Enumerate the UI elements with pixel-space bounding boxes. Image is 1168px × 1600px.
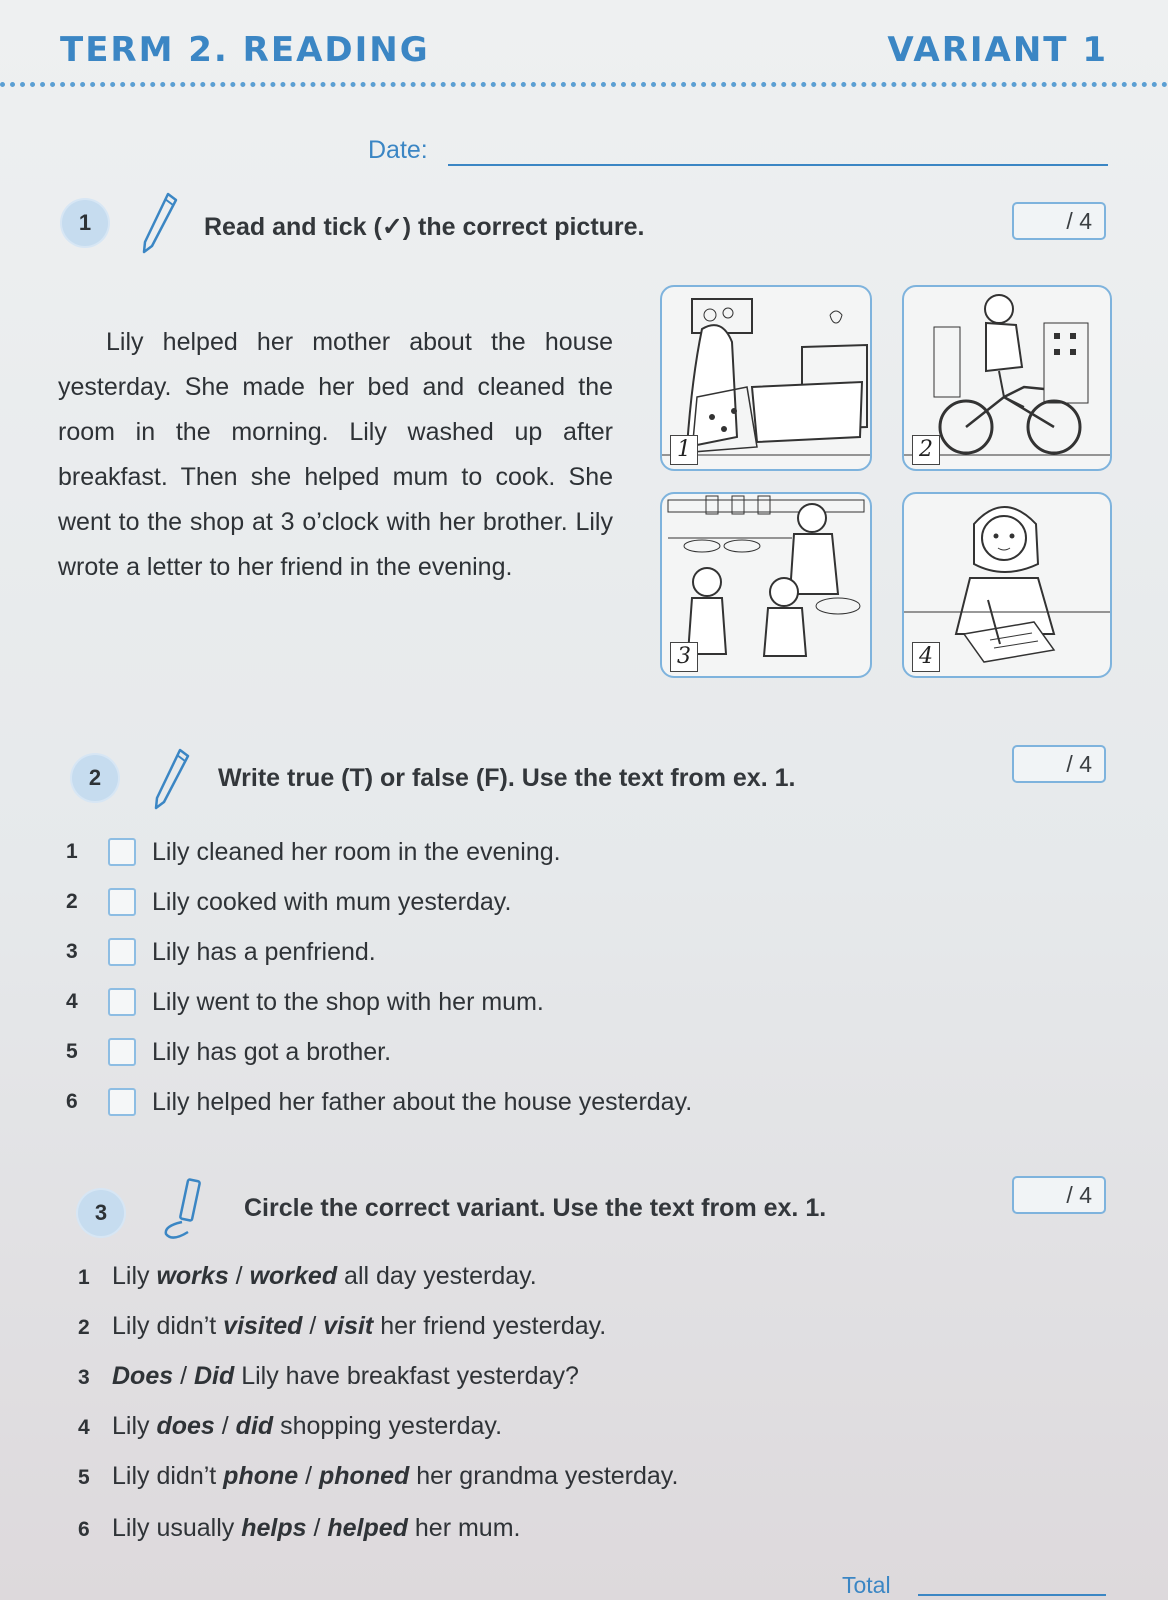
- circle-item: 2 Lily didn’t visited / visit her friend yesterday.: [78, 1312, 607, 1340]
- picture-3-shop[interactable]: [660, 492, 872, 678]
- exercise-3-instruction: Circle the correct variant. Use the text from ex. 1.: [244, 1194, 827, 1222]
- picture-1-label: 1: [670, 435, 698, 465]
- exercise-1-score-box[interactable]: / 4: [1012, 202, 1106, 240]
- picture-1-bed[interactable]: [660, 285, 872, 471]
- option-b[interactable]: phoned: [319, 1462, 410, 1490]
- total-label: Total: [842, 1572, 891, 1598]
- picture-2-bicycle[interactable]: [902, 285, 1112, 471]
- circle-item: 1 Lily works / worked all day yesterday.: [78, 1262, 537, 1290]
- option-b[interactable]: helped: [327, 1514, 408, 1542]
- option-a[interactable]: does: [156, 1412, 215, 1440]
- answer-box[interactable]: [108, 1038, 136, 1066]
- picture-4-label: 4: [912, 642, 940, 672]
- option-a[interactable]: phone: [223, 1462, 299, 1490]
- answer-box[interactable]: [108, 1088, 136, 1116]
- exercise-2-number: 2: [72, 755, 118, 801]
- circle-pencil-icon: [160, 1176, 204, 1242]
- pencil-icon: [138, 190, 182, 256]
- option-b[interactable]: visit: [323, 1312, 374, 1340]
- circle-item: 5 Lily didn’t phone / phoned her grandma yesterday.: [78, 1462, 679, 1490]
- circle-item: 4 Lily does / did shopping yesterday.: [78, 1412, 503, 1440]
- option-a[interactable]: works: [156, 1262, 229, 1290]
- answer-box[interactable]: [108, 988, 136, 1016]
- answer-box[interactable]: [108, 938, 136, 966]
- exercise-2-instruction: Write true (T) or false (F). Use the text from ex. 1.: [218, 764, 796, 792]
- header-divider: [0, 82, 1168, 87]
- option-b[interactable]: did: [235, 1412, 274, 1440]
- exercise-1-instruction: Read and tick (✓) the correct picture.: [204, 213, 645, 241]
- date-label: Date:: [368, 136, 428, 164]
- exercise-3-score-box[interactable]: / 4: [1012, 1176, 1106, 1214]
- tf-item: 2 Lily cooked with mum yesterday.: [66, 887, 512, 916]
- picture-3-label: 3: [670, 642, 698, 672]
- tf-item: 6 Lily helped her father about the house yesterday.: [66, 1087, 693, 1116]
- tf-item: 3 Lily has a penfriend.: [66, 937, 376, 966]
- tf-item: 5 Lily has got a brother.: [66, 1037, 392, 1066]
- option-b[interactable]: worked: [249, 1262, 338, 1290]
- total-field[interactable]: [918, 1594, 1106, 1596]
- tf-item: 1 Lily cleaned her room in the evening.: [66, 837, 561, 866]
- date-field[interactable]: [448, 164, 1108, 166]
- option-b[interactable]: Did: [193, 1362, 235, 1390]
- answer-box[interactable]: [108, 838, 136, 866]
- reading-text: Lily helped her mother about the house yesterday. She made her bed and cleaned the room in the morning. Lily washed up after breakfast. Then she helped mum to cook. She went to the shop at 3 o’clock with her brother. Lily wrote a letter to her friend in the evening.: [58, 328, 613, 581]
- tf-item: 4 Lily went to the shop with her mum.: [66, 987, 544, 1016]
- pencil-icon: [150, 746, 194, 812]
- option-a[interactable]: helps: [241, 1514, 307, 1542]
- picture-4-letter[interactable]: [902, 492, 1112, 678]
- exercise-3-number: 3: [78, 1190, 124, 1236]
- option-a[interactable]: visited: [223, 1312, 303, 1340]
- page-title: TERM 2. READING: [60, 30, 430, 70]
- option-a[interactable]: Does: [112, 1362, 174, 1390]
- exercise-2-score-box[interactable]: / 4: [1012, 745, 1106, 783]
- exercise-1-number: 1: [62, 200, 108, 246]
- picture-2-label: 2: [912, 435, 940, 465]
- circle-item: 6 Lily usually helps / helped her mum.: [78, 1514, 521, 1542]
- variant-label: VARIANT 1: [887, 30, 1108, 70]
- answer-box[interactable]: [108, 888, 136, 916]
- circle-item: 3 Does / Did Lily have breakfast yesterday?: [78, 1362, 579, 1390]
